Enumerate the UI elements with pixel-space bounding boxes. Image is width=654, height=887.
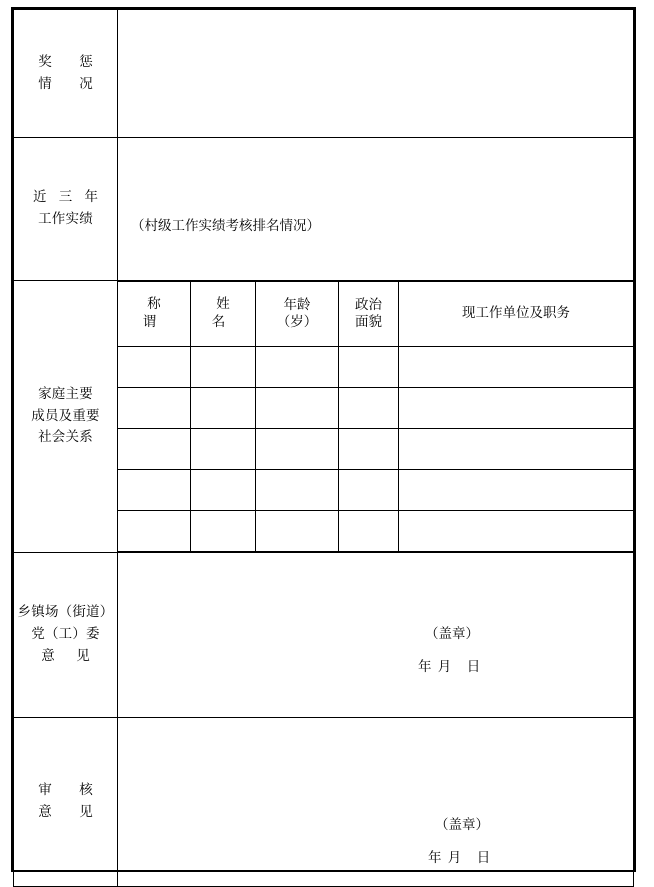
- family-cell-age[interactable]: [256, 511, 339, 552]
- recent-performance-note: （村级工作实绩考核排名情况）: [131, 218, 320, 235]
- family-table-header-row: [118, 282, 633, 347]
- township-date-label: 年 月 日: [418, 659, 482, 676]
- review-date-label: 年 月 日: [428, 850, 492, 867]
- form-row-family-members: [14, 281, 634, 553]
- family-header-age-unit: （岁）: [276, 314, 318, 330]
- family-cell-political-status[interactable]: [339, 470, 399, 511]
- form-row-review-opinion: [14, 718, 634, 887]
- label-township-opinion-line-3: 意 见: [41, 647, 94, 664]
- label-recent-performance: [14, 138, 118, 281]
- family-table-row: [118, 511, 633, 552]
- field-family-members: [118, 281, 634, 553]
- family-cell-appellation[interactable]: [118, 388, 191, 429]
- family-header-work-unit: [399, 282, 634, 347]
- family-table-row: [118, 347, 633, 388]
- family-header-political-status-line-1: 政治: [355, 296, 382, 313]
- township-signature-block: [118, 553, 633, 717]
- label-award-punishment-line-2: 情 况: [38, 75, 100, 92]
- label-review-opinion-line-2: 意 见: [38, 804, 100, 820]
- label-review-opinion: [14, 718, 118, 887]
- label-family-members-line-1: 家庭主要: [38, 385, 93, 402]
- family-cell-age[interactable]: [256, 429, 339, 470]
- label-family-members-line-2: 成员及重要: [31, 407, 100, 424]
- family-header-political-status-line-2: 面貌: [355, 314, 382, 330]
- township-seal-label: （盖章）: [425, 626, 479, 643]
- review-seal-label: （盖章）: [435, 817, 489, 834]
- family-cell-political-status[interactable]: [339, 347, 399, 388]
- family-cell-appellation[interactable]: [118, 429, 191, 470]
- family-cell-age[interactable]: [256, 388, 339, 429]
- label-award-punishment: [14, 10, 118, 138]
- family-cell-work-unit[interactable]: [399, 347, 634, 388]
- family-cell-age[interactable]: [256, 470, 339, 511]
- family-header-appellation: [118, 282, 191, 347]
- family-cell-name[interactable]: [191, 511, 256, 552]
- field-township-opinion[interactable]: [118, 553, 634, 718]
- review-signature-block: [118, 718, 633, 886]
- family-cell-political-status[interactable]: [339, 388, 399, 429]
- family-header-name-text: 姓 名: [211, 296, 262, 330]
- family-header-political-status: [339, 282, 399, 347]
- label-township-opinion-line-1: 乡镇场（街道）: [17, 604, 114, 621]
- family-table-row: [118, 388, 633, 429]
- family-cell-work-unit[interactable]: [399, 511, 634, 552]
- label-recent-performance-line-1: 近 三 年: [32, 189, 103, 206]
- label-township-opinion: [14, 553, 118, 718]
- family-header-work-unit-text: 现工作单位及职务: [462, 305, 570, 322]
- form-row-recent-performance: [14, 138, 634, 281]
- family-table-row: [118, 429, 633, 470]
- family-table-row: [118, 470, 633, 511]
- form-row-award-punishment: [14, 10, 634, 138]
- family-cell-work-unit[interactable]: [399, 470, 634, 511]
- label-review-opinion-line-1: 审 核: [38, 782, 100, 799]
- family-cell-age[interactable]: [256, 347, 339, 388]
- family-cell-work-unit[interactable]: [399, 429, 634, 470]
- family-cell-appellation[interactable]: [118, 511, 191, 552]
- family-members-table: [118, 281, 633, 552]
- family-header-age: [256, 282, 339, 347]
- family-header-appellation-text: 称 谓: [142, 296, 193, 330]
- label-family-members-line-3: 社会关系: [38, 429, 93, 446]
- personnel-evaluation-form: [11, 7, 636, 872]
- family-cell-name[interactable]: [191, 388, 256, 429]
- label-award-punishment-line-1: 奖 惩: [38, 53, 100, 70]
- family-cell-appellation[interactable]: [118, 470, 191, 511]
- field-award-punishment[interactable]: [118, 10, 634, 138]
- label-family-members: [14, 281, 118, 553]
- label-township-opinion-line-2: 党（工）委: [31, 626, 100, 643]
- family-header-name: [191, 282, 262, 347]
- family-header-age-text: 年龄: [283, 296, 311, 313]
- family-cell-appellation[interactable]: [118, 347, 191, 388]
- family-cell-name[interactable]: [191, 470, 256, 511]
- family-cell-work-unit[interactable]: [399, 388, 634, 429]
- form-row-township-opinion: [14, 553, 634, 718]
- field-review-opinion[interactable]: [118, 718, 634, 887]
- label-recent-performance-line-2: 工作实绩: [38, 211, 93, 227]
- family-cell-name[interactable]: [191, 429, 256, 470]
- family-cell-political-status[interactable]: [339, 429, 399, 470]
- field-recent-performance[interactable]: [118, 138, 634, 281]
- form-table: [13, 9, 634, 887]
- family-cell-name[interactable]: [191, 347, 256, 388]
- family-cell-political-status[interactable]: [339, 511, 399, 552]
